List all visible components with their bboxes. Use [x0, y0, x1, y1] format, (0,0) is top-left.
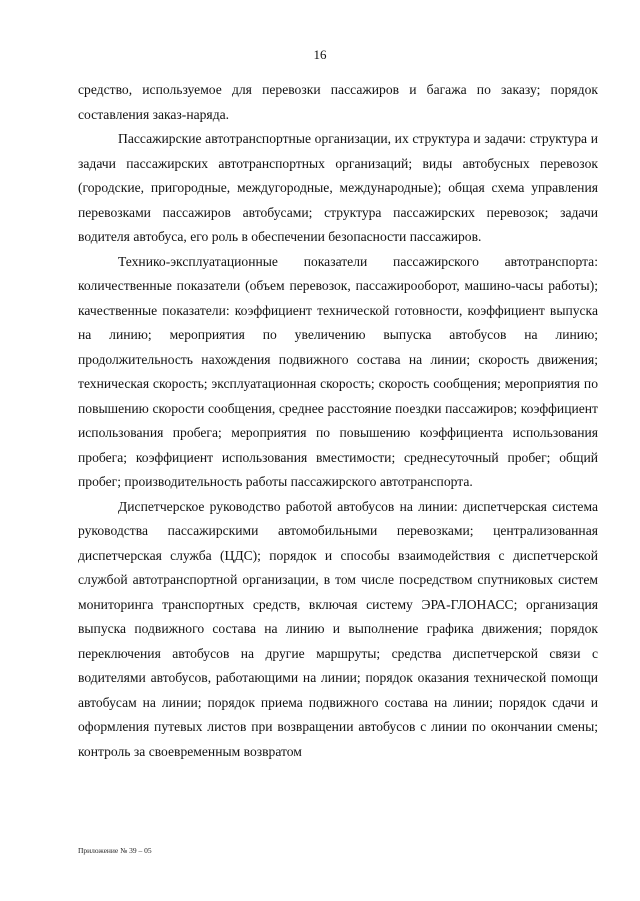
page-number: 16	[313, 47, 327, 62]
paragraph-continuation: средство, используемое для перевозки пассажиров и багажа по заказу; порядок составления заказ-наряда.	[78, 82, 598, 122]
paragraph-passenger-organizations: Пассажирские автотранспортные организации, их структура и задачи: структура и задачи пассажирских автотранспортных организаций; виды автобусных перевозок (городские, пригородные, междугородные, международные); общая схема управления перевозками пассажиров автобусами; структура пассажирских перевозок; задачи водителя автобуса, его роль в обеспечении безопасности пассажиров.	[78, 131, 598, 244]
document-body	[78, 78, 598, 764]
footer-attachment-note: Приложение № 39 – 05	[78, 846, 152, 855]
paragraph-dispatch-management: Диспетчерское руководство работой автобусов на линии: диспетчерская система руководства пассажирскими автомобильными перевозками; централизованная диспетчерская служба (ЦДС); порядок и способы взаимодействия с диспетчерской службой автотранспортной организации, в том числе посредством спутниковых систем мониторинга транспортных средств, включая систему ЭРА-ГЛОНАСС; организация выпуска подвижного состава на линию и выполнение графика движения; порядок переключения автобусов на другие маршруты; средства диспетчерской связи с водителями автобусов, работающими на линии; порядок оказания технической помощи автобусам на линии; порядок приема подвижного состава на линии; порядок сдачи и оформления путевых листов при возвращении автобусов с линии по окончании смены; контроль за своевременным возвратом	[78, 498, 598, 759]
paragraph-operational-indicators: Технико-эксплуатационные показатели пассажирского автотранспорта: количественные показатели (объем перевозок, пассажирооборот, машино-часы работы); качественные показатели: коэффициент технической готовности, коэффициент выпуска на линию; мероприятия по увеличению выпуска автобусов на линию; продолжительность нахождения подвижного состава на линии; скорость движения; техническая скорость; эксплуатационная скорость; скорость сообщения; мероприятия по повышению скорости сообщения, среднее расстояние поездки пассажиров; коэффициент использования пробега; мероприятия по повышению коэффициента использования пробега; коэффициент использования вместимости; среднесуточный пробег; общий пробег; производительность работы пассажирского автотранспорта.	[78, 253, 598, 489]
